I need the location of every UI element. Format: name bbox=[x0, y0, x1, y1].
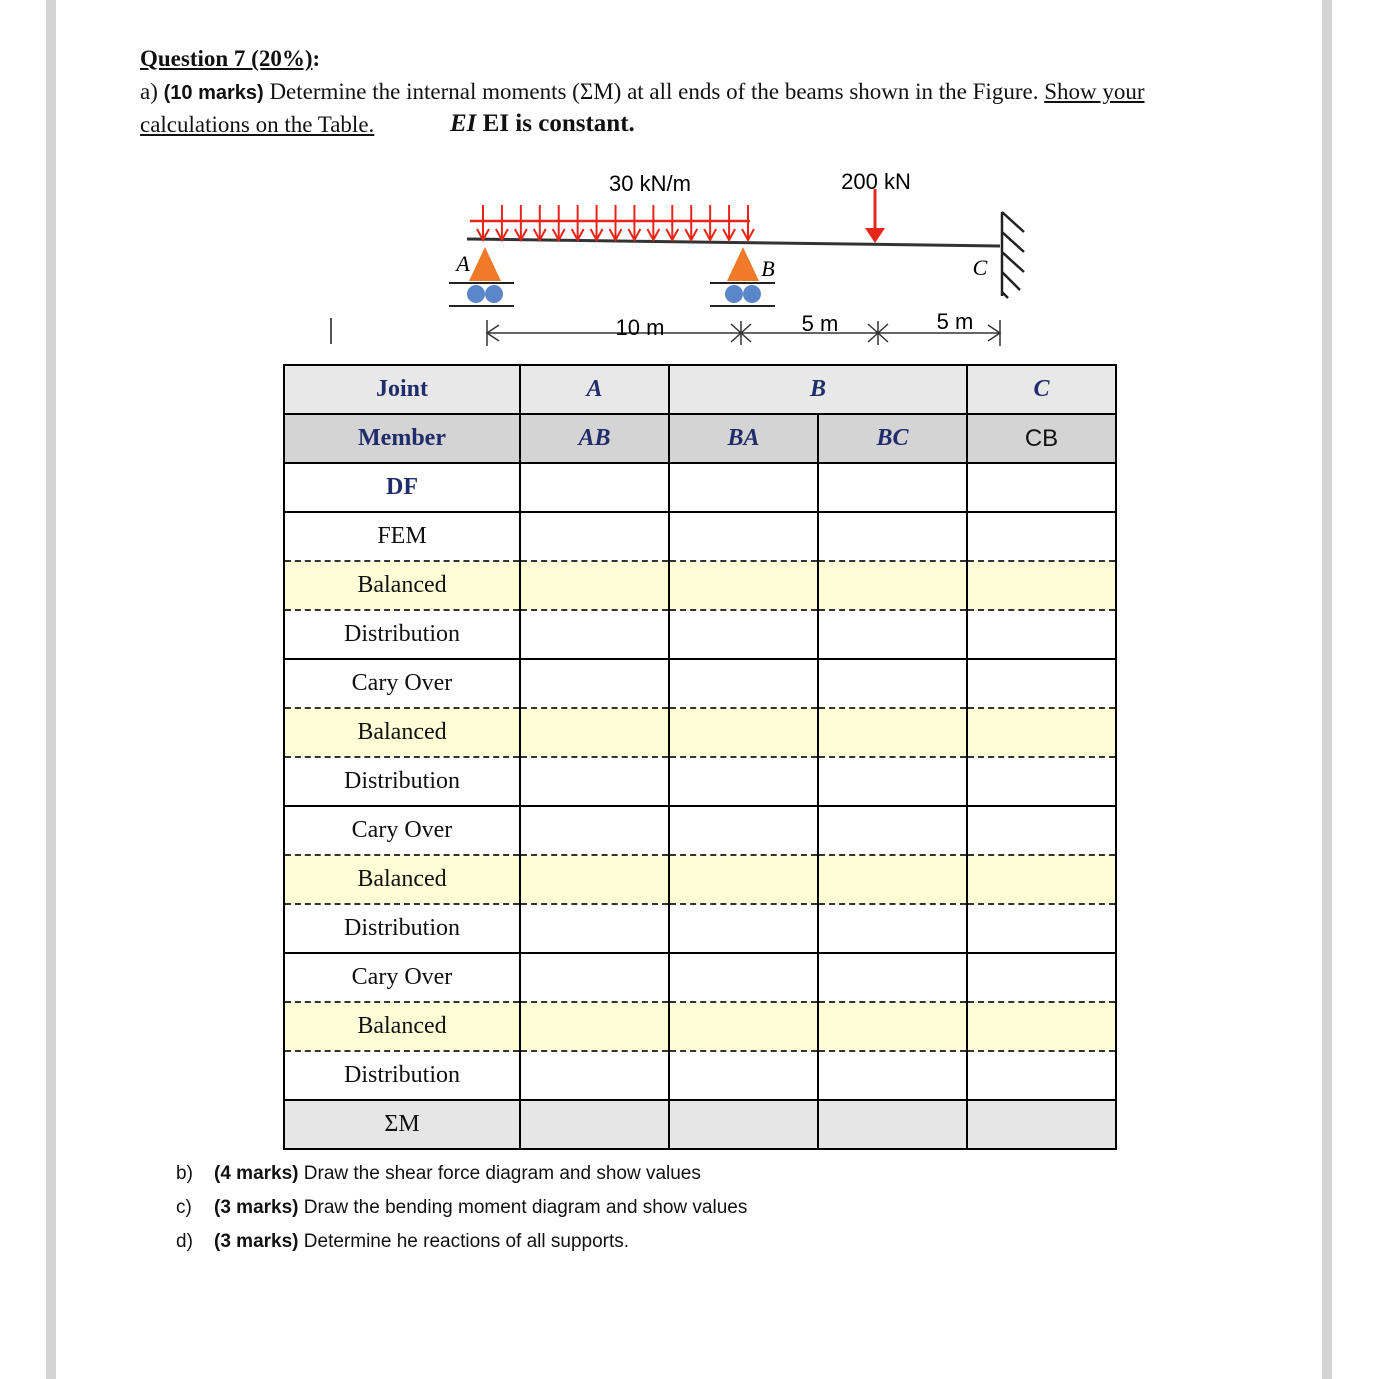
table-cell[interactable] bbox=[818, 463, 967, 512]
table-row bbox=[284, 953, 1116, 1002]
table-cell[interactable] bbox=[818, 855, 967, 904]
remaining-parts-list bbox=[176, 1163, 747, 1265]
table-cell[interactable] bbox=[520, 904, 669, 953]
table-cell[interactable] bbox=[669, 463, 818, 512]
dimension-line bbox=[487, 320, 1000, 346]
table-cell[interactable] bbox=[967, 561, 1116, 610]
dim-load-c-label: 5 m bbox=[936, 309, 974, 334]
table-cell[interactable] bbox=[520, 953, 669, 1002]
table-cell[interactable] bbox=[818, 757, 967, 806]
row-label-df: DF bbox=[284, 463, 520, 512]
table-cell[interactable] bbox=[520, 806, 669, 855]
question-title-colon: : bbox=[312, 46, 321, 71]
member-ab: AB bbox=[520, 414, 669, 463]
table-cell[interactable] bbox=[520, 659, 669, 708]
table-cell[interactable] bbox=[669, 708, 818, 757]
part-a-label: a) bbox=[140, 79, 158, 104]
row-label-carry-over: Cary Over bbox=[284, 659, 520, 708]
table-cell[interactable] bbox=[967, 757, 1116, 806]
member-cb: CB bbox=[967, 414, 1116, 463]
row-label-carry-over: Cary Over bbox=[284, 953, 520, 1002]
udl-arrow bbox=[534, 205, 546, 240]
table-cell[interactable] bbox=[967, 708, 1116, 757]
table-cell[interactable] bbox=[669, 659, 818, 708]
table-cell[interactable] bbox=[669, 610, 818, 659]
part-b bbox=[176, 1163, 747, 1197]
table-cell[interactable] bbox=[967, 855, 1116, 904]
part-a-instruction-2: calculations on the Table. bbox=[140, 112, 375, 137]
table-cell[interactable] bbox=[818, 1002, 967, 1051]
joint-header: Joint bbox=[284, 365, 520, 414]
table-row bbox=[284, 855, 1116, 904]
udl-arrow bbox=[647, 205, 659, 240]
udl-arrow bbox=[477, 205, 489, 240]
beam-line bbox=[467, 239, 1000, 246]
node-c-label: C bbox=[972, 255, 988, 280]
table-cell[interactable] bbox=[669, 904, 818, 953]
member-ba: BA bbox=[669, 414, 818, 463]
table-cell[interactable] bbox=[520, 855, 669, 904]
table-cell[interactable] bbox=[967, 463, 1116, 512]
table-cell[interactable] bbox=[520, 708, 669, 757]
table-cell[interactable] bbox=[669, 953, 818, 1002]
joint-row bbox=[284, 365, 1116, 414]
part-c-marks: (3 marks) bbox=[214, 1197, 299, 1218]
table-cell[interactable] bbox=[520, 512, 669, 561]
udl-arrow bbox=[496, 205, 508, 240]
question-title-text: Question 7 (20%) bbox=[140, 46, 313, 71]
table-cell[interactable] bbox=[520, 561, 669, 610]
dim-ab-label: 10 m bbox=[615, 315, 665, 340]
fixed-support-c bbox=[1002, 212, 1024, 298]
row-label-fem: FEM bbox=[284, 512, 520, 561]
table-cell[interactable] bbox=[669, 806, 818, 855]
table-row bbox=[284, 512, 1116, 561]
udl-label: 30 kN/m bbox=[609, 171, 691, 196]
row-label-balanced: Balanced bbox=[284, 561, 520, 610]
part-d-marks: (3 marks) bbox=[214, 1231, 299, 1252]
row-label-carry-over: Cary Over bbox=[284, 806, 520, 855]
udl-arrow bbox=[610, 205, 622, 240]
ei-constant-note: EI EI is constant. bbox=[450, 110, 635, 137]
row-label-balanced: Balanced bbox=[284, 708, 520, 757]
part-c-label: c) bbox=[176, 1197, 192, 1218]
member-bc: BC bbox=[818, 414, 967, 463]
table-cell[interactable] bbox=[818, 1100, 967, 1149]
point-load-label: 200 kN bbox=[841, 169, 911, 194]
joint-b: B bbox=[669, 365, 967, 414]
table-cell[interactable] bbox=[669, 855, 818, 904]
table-cell[interactable] bbox=[818, 512, 967, 561]
table-row bbox=[284, 806, 1116, 855]
table-cell[interactable] bbox=[520, 1002, 669, 1051]
table-cell[interactable] bbox=[669, 512, 818, 561]
row-label-balanced: Balanced bbox=[284, 1002, 520, 1051]
udl-arrow bbox=[723, 205, 735, 240]
row-label-distribution: Distribution bbox=[284, 1051, 520, 1100]
table-cell[interactable] bbox=[818, 904, 967, 953]
part-c bbox=[176, 1197, 747, 1231]
part-d bbox=[176, 1231, 747, 1265]
ei-text: EI is constant. bbox=[482, 110, 635, 137]
table-cell[interactable] bbox=[520, 463, 669, 512]
table-cell[interactable] bbox=[669, 757, 818, 806]
part-a-marks: (10 marks) bbox=[163, 82, 264, 104]
row-label-distribution: Distribution bbox=[284, 757, 520, 806]
part-b-text: Draw the shear force diagram and show values bbox=[303, 1163, 701, 1184]
table-cell[interactable] bbox=[818, 610, 967, 659]
table-cell[interactable] bbox=[967, 1100, 1116, 1149]
udl-arrow bbox=[591, 205, 603, 240]
table-cell[interactable] bbox=[818, 708, 967, 757]
udl-arrow bbox=[685, 205, 697, 240]
table-row bbox=[284, 463, 1116, 512]
row-label-sum-moment: ΣM bbox=[284, 1100, 520, 1149]
table-cell[interactable] bbox=[967, 610, 1116, 659]
row-label-distribution: Distribution bbox=[284, 610, 520, 659]
table-row bbox=[284, 757, 1116, 806]
table-cell[interactable] bbox=[520, 757, 669, 806]
table-cell[interactable] bbox=[669, 561, 818, 610]
table-cell[interactable] bbox=[967, 1002, 1116, 1051]
part-a-instruction-1: Show your bbox=[1044, 79, 1145, 104]
table-cell[interactable] bbox=[669, 1051, 818, 1100]
table-cell[interactable] bbox=[669, 1100, 818, 1149]
member-row bbox=[284, 414, 1116, 463]
table-cell[interactable] bbox=[818, 953, 967, 1002]
joint-a: A bbox=[520, 365, 669, 414]
table-cell[interactable] bbox=[520, 610, 669, 659]
table-cell[interactable] bbox=[967, 659, 1116, 708]
table-cell[interactable] bbox=[967, 1051, 1116, 1100]
table-cell[interactable] bbox=[967, 953, 1116, 1002]
part-b-marks: (4 marks) bbox=[214, 1163, 299, 1184]
table-cell[interactable] bbox=[669, 1002, 818, 1051]
table-cell[interactable] bbox=[520, 1051, 669, 1100]
udl-arrows bbox=[470, 205, 754, 240]
joint-c: C bbox=[967, 365, 1116, 414]
row-label-balanced: Balanced bbox=[284, 855, 520, 904]
table-row bbox=[284, 904, 1116, 953]
udl-arrow bbox=[704, 205, 716, 240]
table-row bbox=[284, 561, 1116, 610]
table-cell[interactable] bbox=[967, 512, 1116, 561]
point-load-arrow bbox=[865, 189, 885, 243]
beam-figure bbox=[0, 0, 1379, 360]
udl-arrow bbox=[515, 205, 527, 240]
part-b-label: b) bbox=[176, 1163, 193, 1184]
member-header: Member bbox=[284, 414, 520, 463]
table-row bbox=[284, 659, 1116, 708]
row-label-distribution: Distribution bbox=[284, 904, 520, 953]
table-cell[interactable] bbox=[520, 1100, 669, 1149]
table-cell[interactable] bbox=[818, 1051, 967, 1100]
table-row bbox=[284, 708, 1116, 757]
sum-row bbox=[284, 1100, 1116, 1149]
udl-arrow bbox=[572, 205, 584, 240]
part-d-text: Determine he reactions of all supports. bbox=[303, 1231, 630, 1252]
udl-arrow bbox=[666, 205, 678, 240]
table-cell[interactable] bbox=[818, 806, 967, 855]
moment-distribution-table bbox=[283, 364, 1117, 1150]
part-a-text: Determine the internal moments (ΣM) at all ends of the beams shown in the Figure. bbox=[269, 79, 1039, 104]
table-cell[interactable] bbox=[818, 659, 967, 708]
table-cell[interactable] bbox=[967, 904, 1116, 953]
dim-b-load-label: 5 m bbox=[801, 311, 839, 336]
node-a-label: A bbox=[456, 251, 470, 276]
part-d-label: d) bbox=[176, 1231, 193, 1252]
table-row bbox=[284, 610, 1116, 659]
part-c-text: Draw the bending moment diagram and show values bbox=[303, 1197, 748, 1218]
udl-arrow bbox=[628, 205, 640, 240]
table-row bbox=[284, 1002, 1116, 1051]
table-row bbox=[284, 1051, 1116, 1100]
udl-arrow bbox=[742, 205, 754, 240]
node-b-label: B bbox=[761, 256, 775, 281]
table-cell[interactable] bbox=[818, 561, 967, 610]
table-cell[interactable] bbox=[967, 806, 1116, 855]
udl-arrow bbox=[553, 205, 565, 240]
